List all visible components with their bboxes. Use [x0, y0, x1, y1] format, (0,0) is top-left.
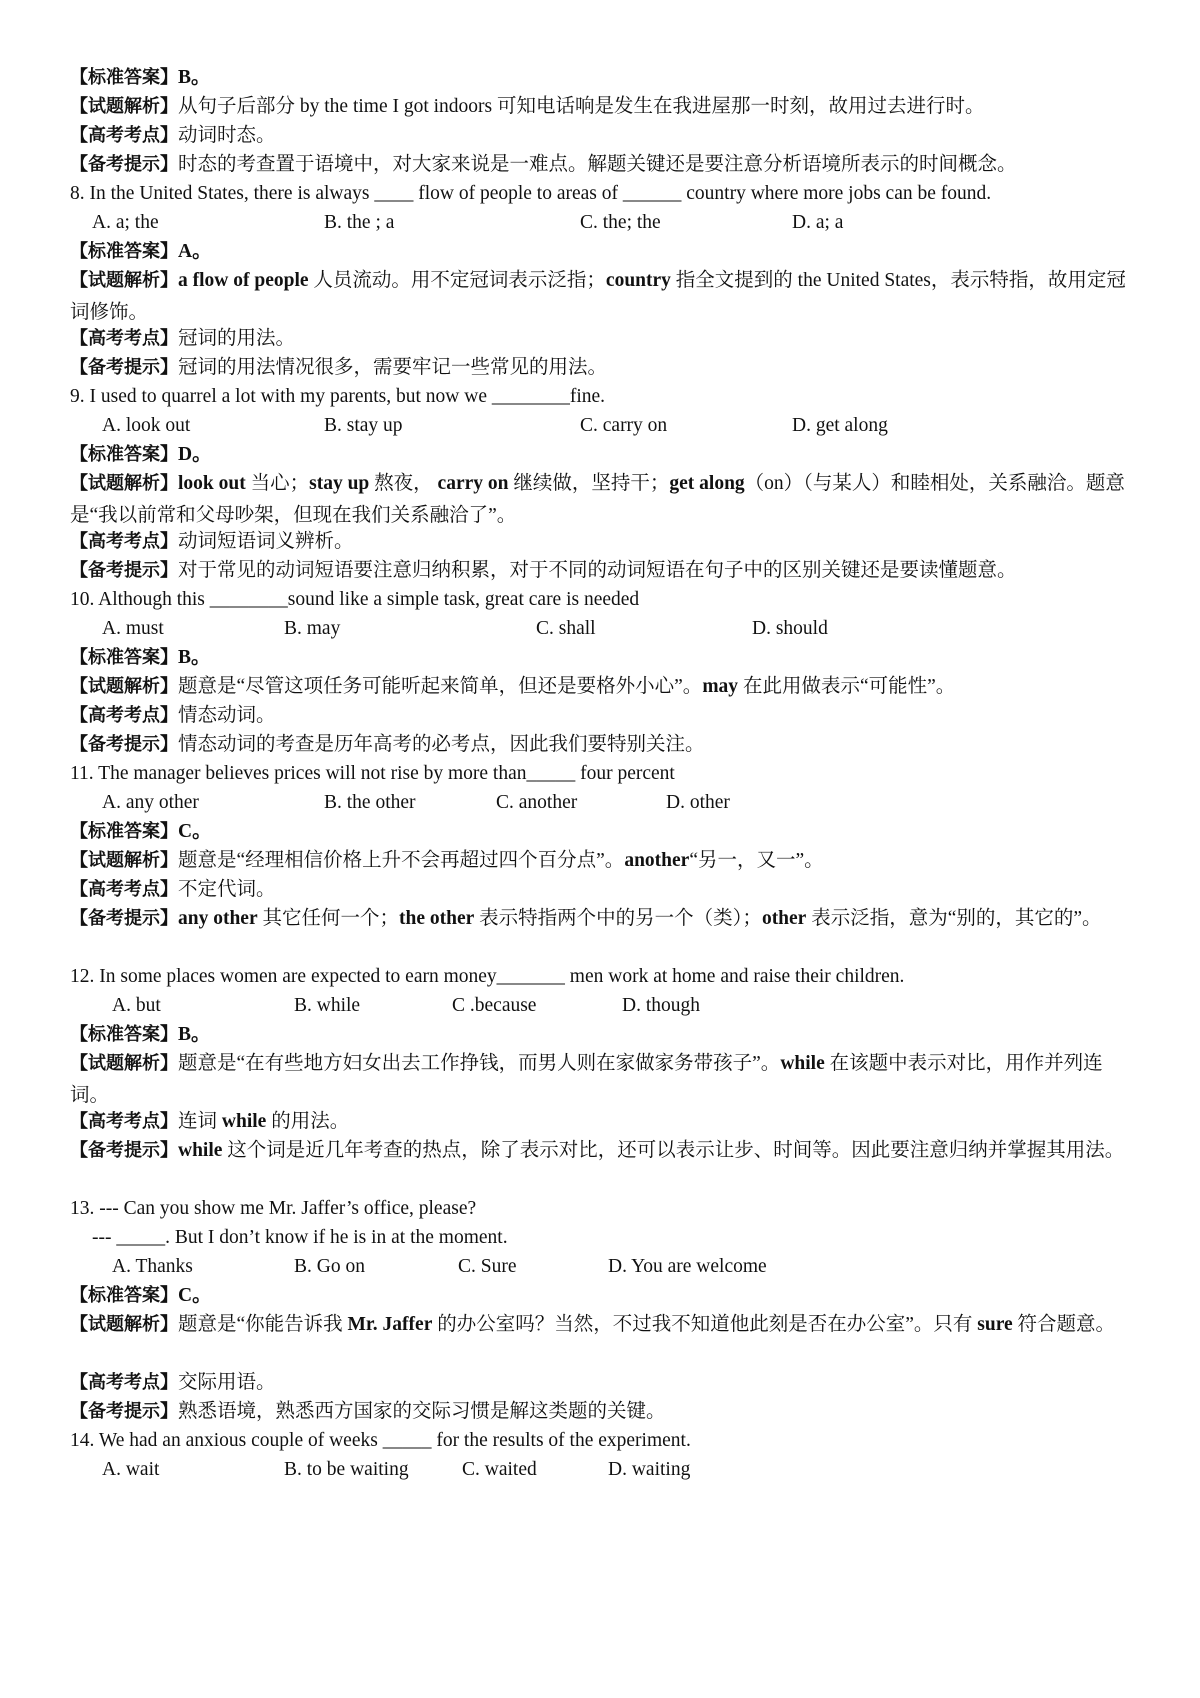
q14-option-c: C. waited: [462, 1459, 537, 1480]
q12-option-a: A. but: [112, 995, 161, 1016]
q8-analysis: 【试题解析】a flow of people 人员流动。用不定冠词表示泛指；country 指全文提到的 the United States，表示特指，故用定冠词修饰。: [70, 270, 1126, 323]
q7-analysis: 【试题解析】从句子后部分 by the time I got indoors 可知电话响是发生在我进屋那一时刻，故用过去进行时。: [70, 96, 985, 117]
q8-stem: 8. In the United States, there is always ____ flow of people to areas of ______ country where more jobs can be found.: [70, 183, 992, 204]
q12-answer: 【标准答案】B。: [70, 1024, 211, 1045]
q11-tip: 【备考提示】any other 其它任何一个；the other 表示特指两个中的另一个（类）；other 表示泛指，意为“别的，其它的”。: [70, 908, 1102, 929]
q11-stem: 11. The manager believes prices will not rise by more than_____ four percent: [70, 763, 675, 784]
q9-option-c: C. carry on: [580, 415, 668, 436]
q7-answer: 【标准答案】B。: [70, 67, 211, 88]
q8-option-b: B. the ; a: [324, 212, 395, 233]
q9-option-d: D. get along: [792, 415, 888, 436]
q13-stem-line2: --- _____. But I don’t know if he is in at the moment.: [92, 1227, 508, 1248]
q8-option-c: C. the; the: [580, 212, 661, 233]
q13-tip: 【备考提示】熟悉语境，熟悉西方国家的交际习惯是解这类题的关键。: [70, 1401, 666, 1422]
q13-option-b: B. Go on: [294, 1256, 365, 1277]
q10-analysis: 【试题解析】题意是“尽管这项任务可能听起来简单，但还是要格外小心”。may 在此用做表示“可能性”。: [70, 676, 956, 697]
q8-tip: 【备考提示】冠词的用法情况很多，需要牢记一些常见的用法。: [70, 357, 608, 378]
q9-option-a: A. look out: [102, 415, 191, 436]
q10-option-a: A. must: [102, 618, 164, 639]
q7-tip: 【备考提示】时态的考查置于语境中，对大家来说是一难点。解题关键还是要注意分析语境所表示的时间概念。: [70, 154, 1017, 175]
q9-analysis: 【试题解析】look out 当心；stay up 熬夜， carry on 继续做，坚持干；get along（on）（与某人）和睦相处，关系融洽。题意是“我以前常和父母吵架，但现在我们关系融洽了”。: [70, 473, 1125, 526]
q11-point: 【高考考点】不定代词。: [70, 879, 276, 900]
q9-answer: 【标准答案】D。: [70, 444, 212, 465]
q12-stem: 12. In some places women are expected to earn money_______ men work at home and raise their children.: [70, 966, 905, 987]
q13-answer: 【标准答案】C。: [70, 1285, 212, 1306]
q7-point: 【高考考点】动词时态。: [70, 125, 276, 146]
q10-stem: 10. Although this ________sound like a simple task, great care is needed: [70, 589, 640, 610]
q13-option-c: C. Sure: [458, 1256, 517, 1277]
q14-option-b: B. to be waiting: [284, 1459, 409, 1480]
q10-point: 【高考考点】情态动词。: [70, 705, 276, 726]
q9-stem: 9. I used to quarrel a lot with my parents, but now we ________fine.: [70, 386, 606, 407]
q10-option-c: C. shall: [536, 618, 596, 639]
q14-option-d: D. waiting: [608, 1459, 691, 1480]
q11-option-b: B. the other: [324, 792, 416, 813]
q13-stem-line1: 13. --- Can you show me Mr. Jaffer’s office, please?: [70, 1198, 477, 1219]
q10-tip: 【备考提示】情态动词的考查是历年高考的必考点，因此我们要特别关注。: [70, 734, 705, 755]
q12-tip: 【备考提示】while 这个词是近几年考查的热点，除了表示对比，还可以表示让步、时间等。因此要注意归纳并掌握其用法。: [70, 1140, 1125, 1161]
q11-analysis: 【试题解析】题意是“经理相信价格上升不会再超过四个百分点”。another“另一，又一”。: [70, 850, 824, 871]
q11-option-c: C. another: [496, 792, 578, 813]
q12-option-c: C .because: [452, 995, 537, 1016]
q11-answer: 【标准答案】C。: [70, 821, 212, 842]
q13-option-a: A. Thanks: [112, 1256, 193, 1277]
q14-option-a: A. wait: [102, 1459, 160, 1480]
q12-analysis: 【试题解析】题意是“在有些地方妇女出去工作挣钱，而男人则在家做家务带孩子”。while 在该题中表示对比，用作并列连词。: [70, 1053, 1103, 1106]
q13-option-d: D. You are welcome: [608, 1256, 767, 1277]
q12-option-d: D. though: [622, 995, 700, 1016]
q14-stem: 14. We had an anxious couple of weeks _____ for the results of the experiment.: [70, 1430, 691, 1451]
q13-point: 【高考考点】交际用语。: [70, 1372, 276, 1393]
q8-option-a: A. a; the: [92, 212, 159, 233]
q11-option-d: D. other: [666, 792, 730, 813]
q8-point: 【高考考点】冠词的用法。: [70, 328, 296, 349]
q10-option-d: D. should: [752, 618, 828, 639]
q13-analysis: 【试题解析】题意是“你能告诉我 Mr. Jaffer 的办公室吗？当然，不过我不知道他此刻是否在办公室”。只有 sure 符合题意。: [70, 1314, 1116, 1335]
q8-answer: 【标准答案】A。: [70, 241, 212, 262]
q9-tip: 【备考提示】对于常见的动词短语要注意归纳积累，对于不同的动词短语在句子中的区别关键还是要读懂题意。: [70, 560, 1017, 581]
q11-option-a: A. any other: [102, 792, 199, 813]
q9-point: 【高考考点】动词短语词义辨析。: [70, 531, 354, 552]
q8-option-d: D. a; a: [792, 212, 844, 233]
q9-option-b: B. stay up: [324, 415, 403, 436]
q12-point: 【高考考点】连词 while 的用法。: [70, 1111, 350, 1132]
q10-answer: 【标准答案】B。: [70, 647, 211, 668]
q12-option-b: B. while: [294, 995, 361, 1016]
q10-option-b: B. may: [284, 618, 341, 639]
